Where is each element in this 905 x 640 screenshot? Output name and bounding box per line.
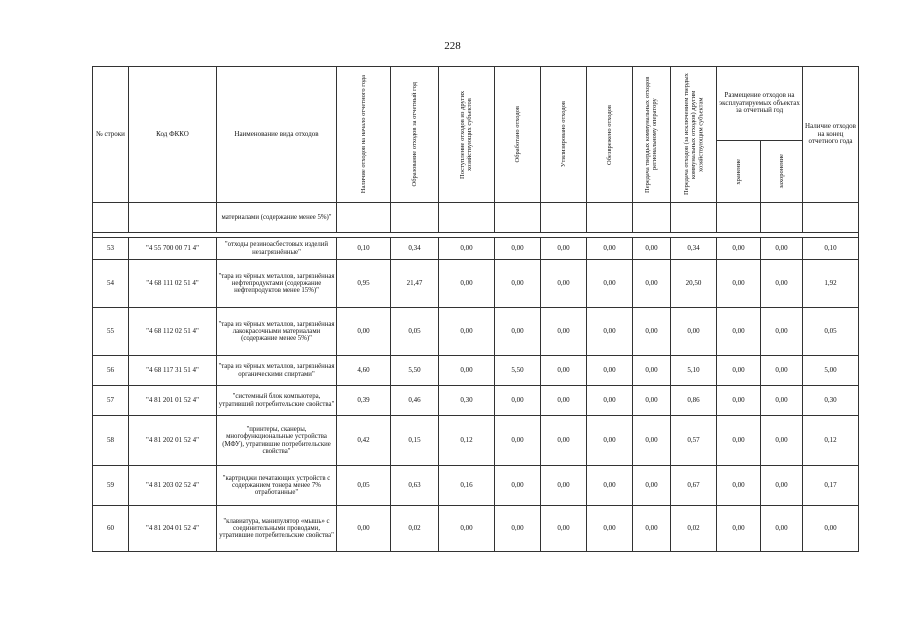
- value-cell: 0,46: [391, 386, 439, 416]
- row-number: 57: [93, 386, 129, 416]
- row-number: 54: [93, 260, 129, 308]
- value-cell: 0,00: [761, 238, 803, 260]
- value-cell: 0,00: [761, 416, 803, 466]
- value-cell: 0,00: [633, 308, 671, 356]
- cont-cell: [93, 203, 129, 233]
- table-row: [93, 260, 859, 308]
- value-cell: 0,00: [633, 386, 671, 416]
- value-cell: 0,00: [717, 308, 761, 356]
- fkko-code: "4 81 203 02 52 4": [129, 466, 217, 506]
- cont-cell: [717, 203, 761, 233]
- row-number: 56: [93, 356, 129, 386]
- row-number: 59: [93, 466, 129, 506]
- value-cell: 0,05: [803, 308, 859, 356]
- value-cell: 0,00: [717, 386, 761, 416]
- value-cell: 0,00: [439, 506, 495, 552]
- waste-name: "тара из чёрных металлов, загрязнённая лакокрасочными материалами (содержание менее 5%)": [217, 308, 337, 356]
- header-start: Наличие отходов на начало отчетного года: [337, 67, 391, 203]
- fkko-code: "4 68 112 02 51 4": [129, 308, 217, 356]
- cont-cell: [803, 203, 859, 233]
- cont-cell: [671, 203, 717, 233]
- value-cell: 0,00: [587, 238, 633, 260]
- value-cell: 0,00: [541, 238, 587, 260]
- value-cell: 5,50: [391, 356, 439, 386]
- table-row: [93, 416, 859, 466]
- value-cell: 0,00: [671, 308, 717, 356]
- fkko-code: "4 81 202 01 52 4": [129, 416, 217, 466]
- value-cell: 0,00: [761, 386, 803, 416]
- value-cell: 5,50: [495, 356, 541, 386]
- value-cell: 21,47: [391, 260, 439, 308]
- value-cell: 0,00: [761, 356, 803, 386]
- row-number: 55: [93, 308, 129, 356]
- row-number: 60: [93, 506, 129, 552]
- header-row-num: № строки: [93, 67, 129, 203]
- header-generated: Образование отходов за отчетный год: [391, 67, 439, 203]
- value-cell: 0,00: [541, 386, 587, 416]
- table-row: [93, 466, 859, 506]
- cont-cell: [761, 203, 803, 233]
- value-cell: 0,00: [541, 506, 587, 552]
- header-received: Поступление отходов из других хозяйствующих субъектов: [439, 67, 495, 203]
- value-cell: 0,00: [337, 506, 391, 552]
- header-burial: захоронение: [761, 141, 803, 203]
- header-placement: Размещение отходов на эксплуатируемых объектах за отчетный год: [717, 67, 803, 141]
- value-cell: 0,34: [391, 238, 439, 260]
- waste-name: "системный блок компьютера, утративший потребительские свойства": [217, 386, 337, 416]
- value-cell: 0,00: [495, 238, 541, 260]
- cont-cell: [439, 203, 495, 233]
- value-cell: 0,00: [633, 260, 671, 308]
- value-cell: 0,00: [439, 238, 495, 260]
- cont-cell: [633, 203, 671, 233]
- header-end: Наличие отходов на конец отчетного года: [803, 67, 859, 203]
- value-cell: 0,00: [633, 416, 671, 466]
- value-cell: 0,42: [337, 416, 391, 466]
- value-cell: 0,00: [541, 466, 587, 506]
- fkko-code: "4 81 201 01 52 4": [129, 386, 217, 416]
- row-number: 53: [93, 238, 129, 260]
- header-code: Код ФККО: [129, 67, 217, 203]
- value-cell: 0,34: [671, 238, 717, 260]
- value-cell: 0,00: [803, 506, 859, 552]
- value-cell: 0,00: [495, 506, 541, 552]
- value-cell: 0,12: [439, 416, 495, 466]
- value-cell: 5,10: [671, 356, 717, 386]
- value-cell: 0,00: [495, 386, 541, 416]
- value-cell: 0,00: [495, 308, 541, 356]
- value-cell: 0,00: [439, 308, 495, 356]
- waste-name: "клавиатура, манипулятор «мышь» с соединительными проводами, утратившие потребительские свойства": [217, 506, 337, 552]
- value-cell: 0,00: [717, 238, 761, 260]
- value-cell: 0,30: [803, 386, 859, 416]
- value-cell: 0,00: [761, 308, 803, 356]
- value-cell: 0,00: [541, 416, 587, 466]
- table-row: [93, 238, 859, 260]
- value-cell: 0,12: [803, 416, 859, 466]
- header-processed: Обработано отходов: [495, 67, 541, 203]
- continuation-row: [93, 203, 859, 233]
- value-cell: 0,05: [337, 466, 391, 506]
- value-cell: 0,00: [633, 506, 671, 552]
- fkko-code: "4 68 111 02 51 4": [129, 260, 217, 308]
- value-cell: 0,00: [587, 260, 633, 308]
- cont-cell: [391, 203, 439, 233]
- header-name: Наименование вида отходов: [217, 67, 337, 203]
- value-cell: 0,63: [391, 466, 439, 506]
- header-row-top: [93, 67, 859, 141]
- value-cell: 0,95: [337, 260, 391, 308]
- value-cell: 0,00: [761, 260, 803, 308]
- cont-name: материалами (содержание менее 5%)": [217, 203, 337, 233]
- value-cell: 5,00: [803, 356, 859, 386]
- page-number: 228: [444, 40, 461, 52]
- waste-table: [92, 66, 859, 552]
- value-cell: 0,00: [633, 466, 671, 506]
- fkko-code: "4 81 204 01 52 4": [129, 506, 217, 552]
- value-cell: 0,86: [671, 386, 717, 416]
- header-transfer-others: Передача отходов (за исключением твердых коммунальных отходов) другим хозяйствующим субъектам: [671, 67, 717, 203]
- value-cell: 0,10: [803, 238, 859, 260]
- header-utilized: Утилизировано отходов: [541, 67, 587, 203]
- value-cell: 0,30: [439, 386, 495, 416]
- waste-name: "тара из чёрных металлов, загрязнённая органическими спиртами": [217, 356, 337, 386]
- value-cell: 0,00: [587, 506, 633, 552]
- header-neutralized: Обезврежено отходов: [587, 67, 633, 203]
- value-cell: 0,00: [761, 506, 803, 552]
- table-row: [93, 308, 859, 356]
- value-cell: 0,00: [495, 416, 541, 466]
- value-cell: 0,10: [337, 238, 391, 260]
- cont-cell: [337, 203, 391, 233]
- fkko-code: "4 68 117 31 51 4": [129, 356, 217, 386]
- row-number: 58: [93, 416, 129, 466]
- value-cell: 0,00: [717, 416, 761, 466]
- value-cell: 0,00: [717, 356, 761, 386]
- table-row: [93, 386, 859, 416]
- value-cell: 0,00: [541, 308, 587, 356]
- value-cell: 0,57: [671, 416, 717, 466]
- value-cell: 0,00: [633, 238, 671, 260]
- header-transfer-regional: Передача твердых коммунальных отходов региональному оператору: [633, 67, 671, 203]
- value-cell: 0,00: [587, 416, 633, 466]
- value-cell: 0,39: [337, 386, 391, 416]
- value-cell: 0,00: [495, 260, 541, 308]
- value-cell: 0,02: [671, 506, 717, 552]
- value-cell: 0,67: [671, 466, 717, 506]
- value-cell: 0,00: [587, 356, 633, 386]
- value-cell: 1,92: [803, 260, 859, 308]
- value-cell: 0,00: [439, 260, 495, 308]
- waste-name: "тара из чёрных металлов, загрязнённая нефтепродуктами (содержание нефтепродуктов менее 15%)": [217, 260, 337, 308]
- table-row: [93, 356, 859, 386]
- value-cell: 0,05: [391, 308, 439, 356]
- cont-cell: [129, 203, 217, 233]
- header-storage: хранение: [717, 141, 761, 203]
- value-cell: 0,00: [761, 466, 803, 506]
- waste-name: "принтеры, сканеры, многофункциональные устройства (МФУ), утратившие потребительские свойства": [217, 416, 337, 466]
- value-cell: 4,60: [337, 356, 391, 386]
- value-cell: 0,00: [541, 356, 587, 386]
- waste-name: "отходы резиноасбестовых изделий незагрязнённые": [217, 238, 337, 260]
- value-cell: 0,00: [541, 260, 587, 308]
- value-cell: 0,02: [391, 506, 439, 552]
- fkko-code: "4 55 700 00 71 4": [129, 238, 217, 260]
- cont-cell: [495, 203, 541, 233]
- value-cell: 0,16: [439, 466, 495, 506]
- value-cell: 0,00: [587, 308, 633, 356]
- value-cell: 0,17: [803, 466, 859, 506]
- table-row: [93, 506, 859, 552]
- value-cell: 0,00: [495, 466, 541, 506]
- value-cell: 0,00: [633, 356, 671, 386]
- value-cell: 0,00: [439, 356, 495, 386]
- value-cell: 0,00: [717, 260, 761, 308]
- value-cell: 0,00: [587, 386, 633, 416]
- value-cell: 20,50: [671, 260, 717, 308]
- value-cell: 0,00: [587, 466, 633, 506]
- cont-cell: [587, 203, 633, 233]
- waste-name: "картриджи печатающих устройств с содержанием тонера менее 7% отработанные": [217, 466, 337, 506]
- value-cell: 0,00: [717, 506, 761, 552]
- value-cell: 0,00: [337, 308, 391, 356]
- value-cell: 0,00: [717, 466, 761, 506]
- value-cell: 0,15: [391, 416, 439, 466]
- cont-cell: [541, 203, 587, 233]
